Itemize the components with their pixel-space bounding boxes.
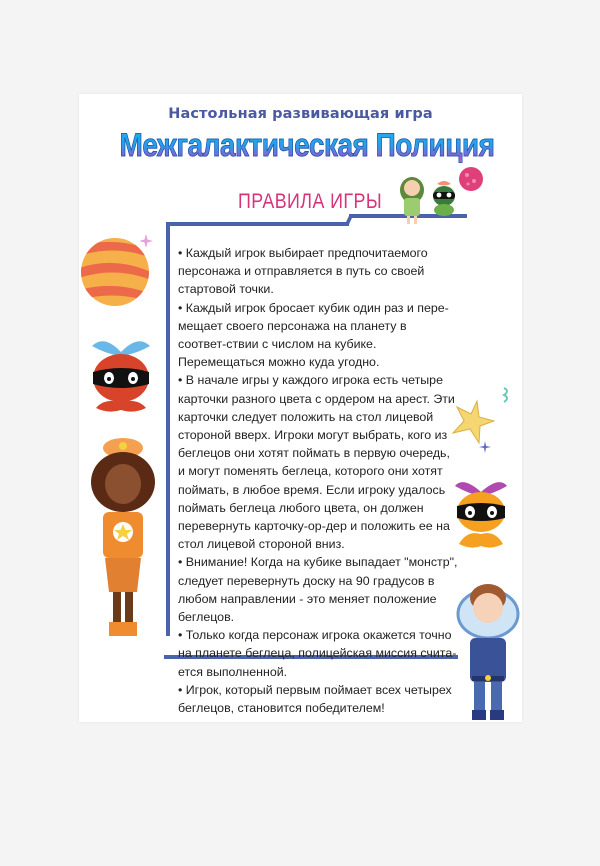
sparkle-icon [139,234,153,248]
rule-item: • Игрок, который первым поймает всех четырех беглецов, становится победителем! [178,681,458,717]
frame-top-line [166,222,349,226]
confetti-icon [502,386,512,406]
frame-left-line [166,222,170,636]
yellow-star-icon [449,399,495,445]
girl-orange-uniform-icon [87,432,159,642]
girl-green-dress-icon [397,176,427,226]
orange-masked-alien-icon [449,474,513,554]
rules-list [178,244,458,717]
rule-item: • Внимание! Когда на кубике выпадает "монстр", следует перевернуть доску на 90 градусов в любом направлении - это меняет положение беглецов. [178,553,458,626]
rules-card [79,94,522,722]
rule-item: • В начале игры у каждого игрока есть четыре карточки разного цвета с ордером на арест. Эти карточки следует положить на стол лицевой стороной вверх. Игроки могут выбрать, кого из беглецов они хотят поймать в первую очередь, и могут поменять беглеца, которого они хотят поймать, в любое время. Если игроку удалось поймать беглеца любого цвета, он должен перевернуть карточку-ор-дер и положить ее на стол лицевой стороной вниз. [178,371,458,553]
red-masked-alien-icon [84,334,159,424]
subtitle: Настольная развивающая игра [168,106,433,122]
game-title: Межгалактическая Полиция [117,127,497,164]
rule-item: • Только когда персонаж игрока окажется точно на планете беглеца, полицейская миссия счита-ется выполненной. [178,626,458,681]
green-masked-alien-icon [429,178,459,218]
rules-heading: ПРАВИЛА ИГРЫ [238,190,383,213]
pink-planet-icon [458,166,484,192]
blue-sparkle-icon [479,441,491,453]
boy-astronaut-icon [454,576,522,722]
rule-item: • Каждый игрок выбирает предпочитаемого персонажа и отправляется в путь со своей стартовой точки. [178,244,458,299]
rule-item: • Каждый игрок бросает кубик один раз и пере-мещает своего персонажа на планету в соответ-ствии с числом на кубике. Перемещаться можно куда угодно. [178,299,458,372]
